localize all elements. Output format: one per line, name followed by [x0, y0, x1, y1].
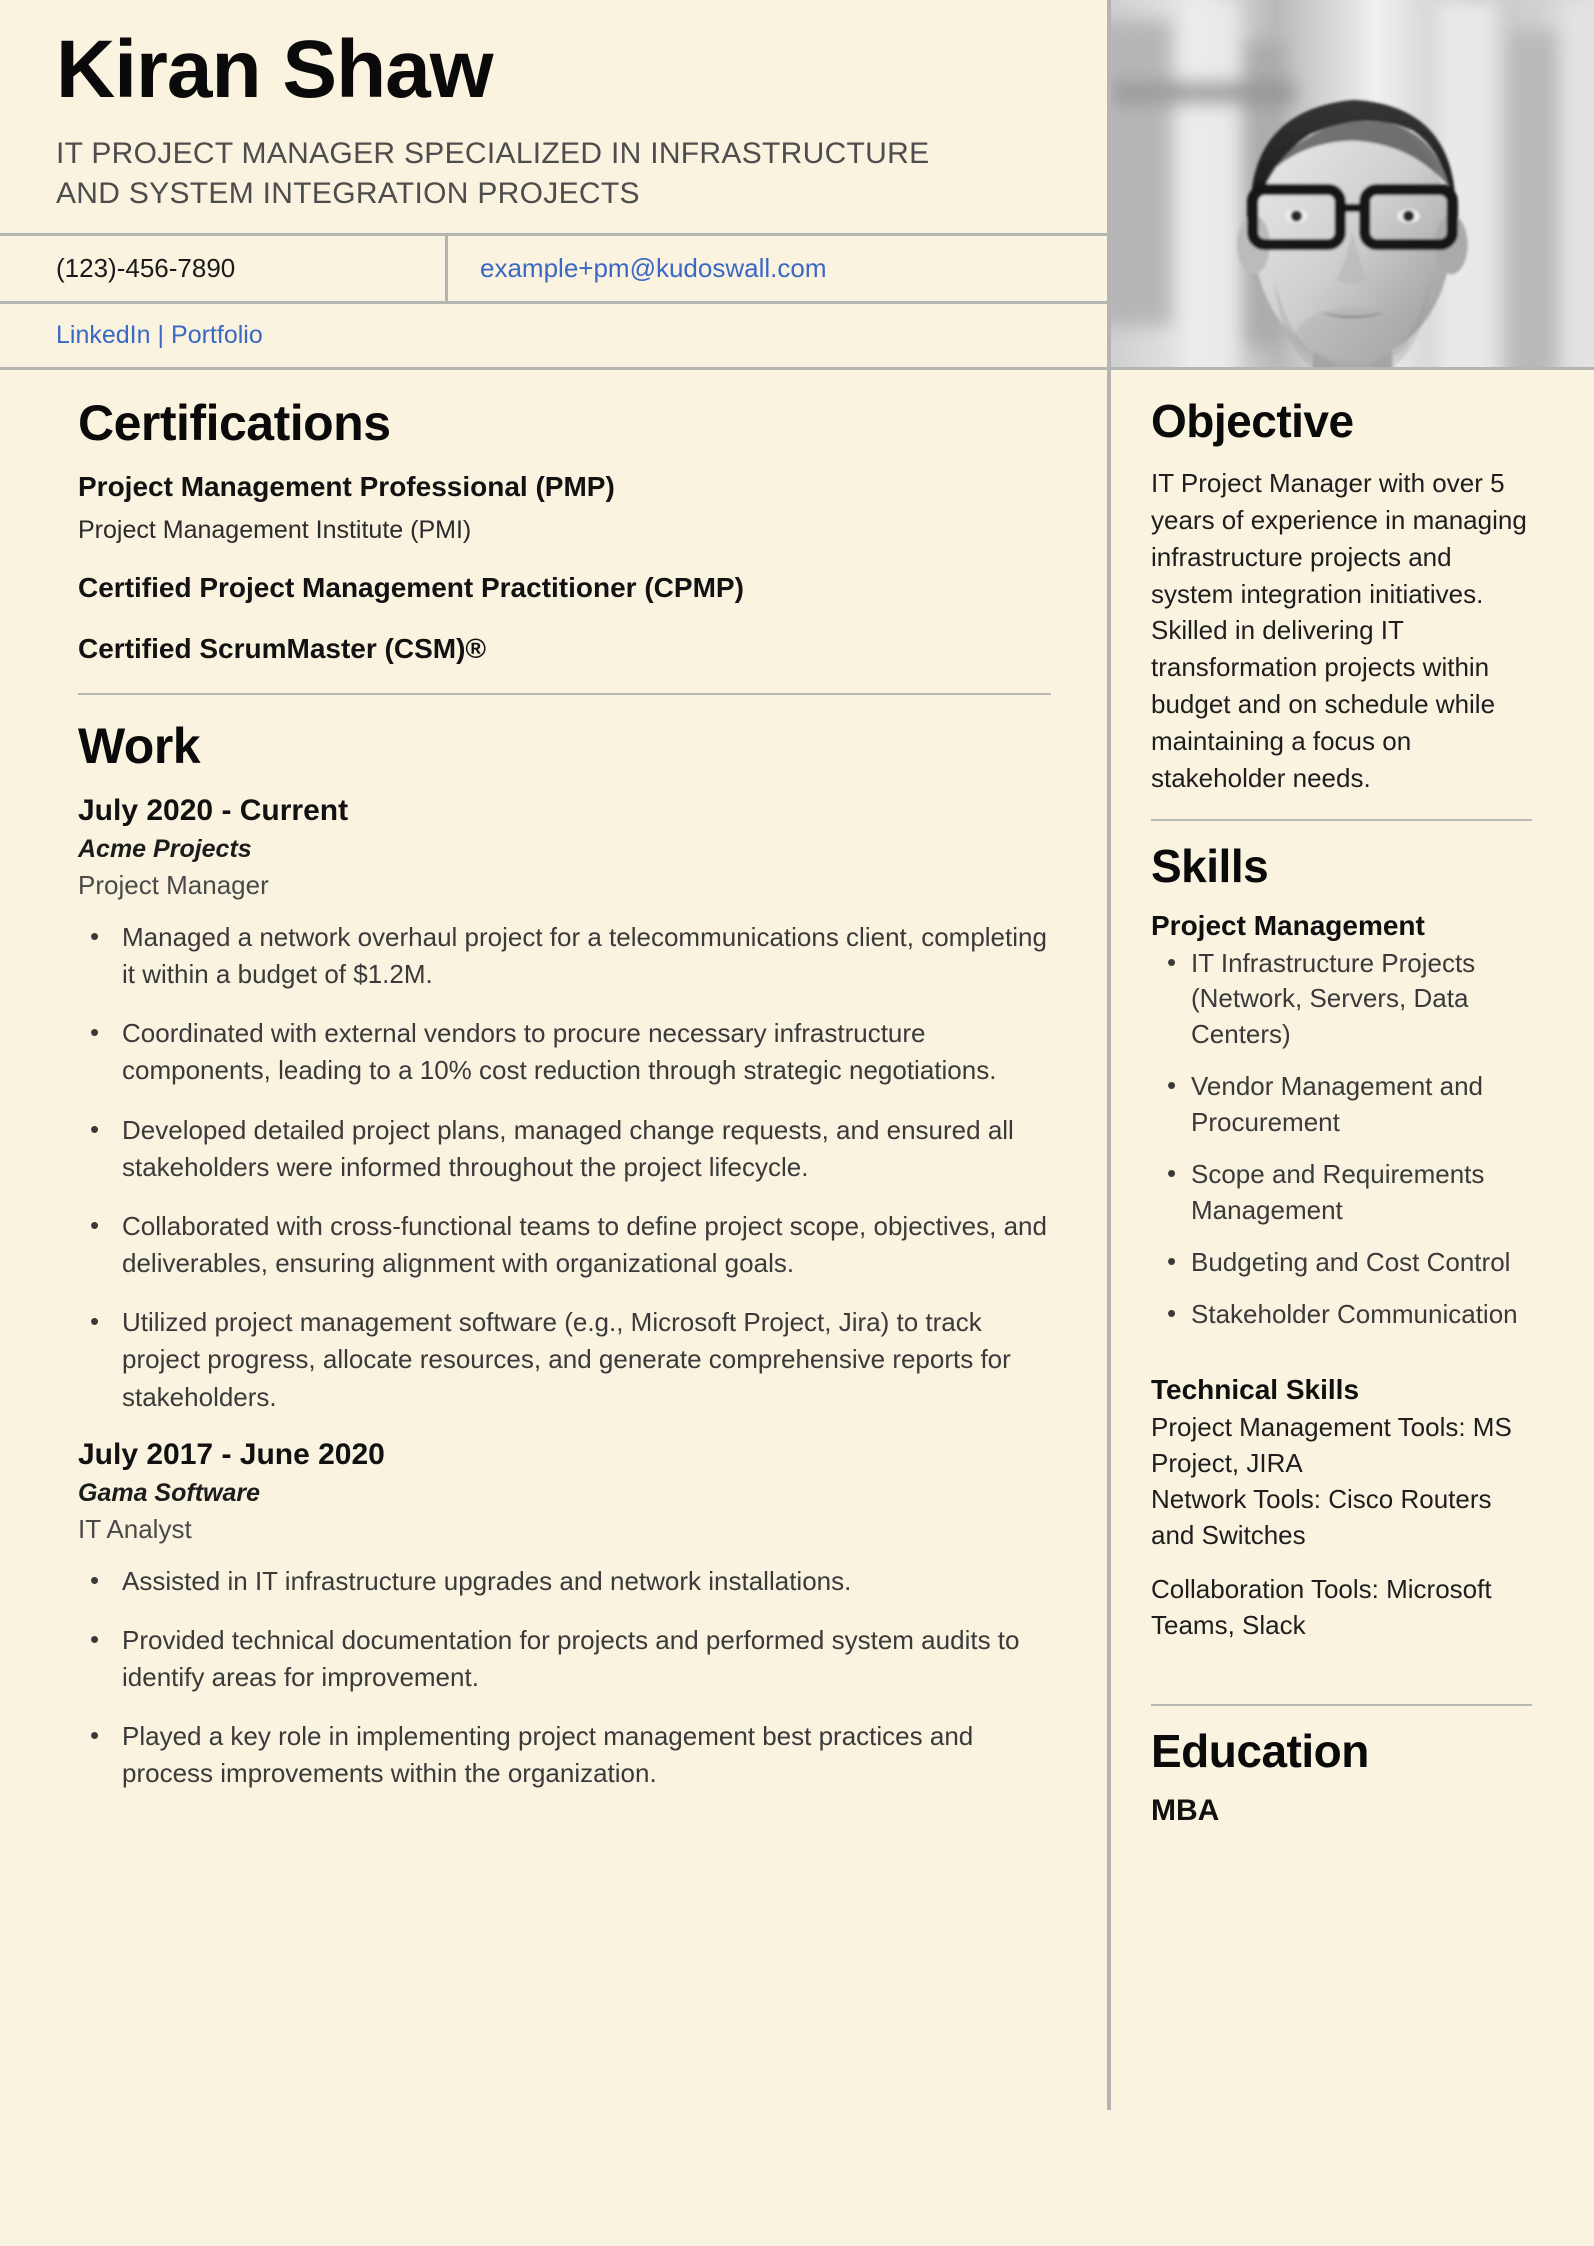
work-role: Project Manager [78, 869, 269, 900]
skills-group-project-management: Project Management [1151, 909, 1425, 941]
objective-text: IT Project Manager with over 5 years of experience in managing infrastructure projects and system integration initiatives. Skilled in delivering IT transformation projects within budget and on schedule while maintaining a focus on stakeholder needs. [1151, 467, 1527, 794]
phone-value: (123)-456-7890 [56, 253, 236, 284]
resume-header [0, 0, 1594, 370]
certification-item [78, 631, 1051, 667]
work-bullets [78, 919, 1051, 1416]
skills-list [1151, 946, 1532, 1333]
candidate-tagline: IT PROJECT MANAGER SPECIALIZED IN INFRASTRUCTURE AND SYSTEM INTEGRATION PROJECTS [56, 136, 930, 211]
work-dates: July 2017 - June 2020 [78, 1437, 385, 1471]
education-section [1151, 1726, 1532, 1829]
certification-org: Project Management Institute (PMI) [78, 515, 472, 544]
header-left-block [0, 0, 1111, 367]
work-title: Work [78, 717, 201, 774]
work-bullet: • Managed a network overhaul project for a telecommunications client, completing it within a budget of $1.2M. [116, 919, 1051, 993]
linkedin-link[interactable]: LinkedIn [56, 321, 151, 350]
work-bullet: • Coordinated with external vendors to procure necessary infrastructure components, leading to a 10% cost reduction through strategic negotiations. [116, 1015, 1051, 1089]
work-company: Gama Software [78, 1478, 261, 1507]
portfolio-link[interactable]: Portfolio [171, 321, 263, 350]
certification-name: Certified Project Management Practitioner (CPMP) [78, 572, 744, 604]
education-degree: MBA [1151, 1794, 1220, 1828]
work-entry [78, 794, 1051, 1416]
work-dates: July 2020 - Current [78, 793, 349, 827]
section-divider [1151, 1704, 1532, 1706]
skills-section [1151, 841, 1532, 1644]
education-title: Education [1151, 1724, 1369, 1777]
technical-line: Network Tools: Cisco Routers and Switches [1151, 1484, 1492, 1551]
section-divider [78, 693, 1051, 695]
skill-item: • Stakeholder Communication [1191, 1297, 1532, 1333]
skill-item: • IT Infrastructure Projects (Network, Servers, Data Centers) [1191, 946, 1532, 1054]
resume-body [0, 370, 1594, 2110]
work-role: IT Analyst [78, 1513, 192, 1544]
work-bullet: • Provided technical documentation for projects and performed system audits to identify areas for improvement. [116, 1622, 1051, 1696]
work-bullet: • Developed detailed project plans, managed change requests, and ensured all stakeholders were informed throughout the project lifecycle. [116, 1112, 1051, 1186]
skill-item: • Scope and Requirements Management [1191, 1157, 1532, 1229]
skills-title: Skills [1151, 839, 1269, 892]
candidate-name: Kiran Shaw [56, 24, 493, 115]
side-column [1111, 370, 1594, 2110]
work-bullets [78, 1563, 1051, 1793]
certifications-section [78, 396, 1051, 667]
work-entry [78, 1438, 1051, 1793]
skill-item: • Budgeting and Cost Control [1191, 1245, 1532, 1281]
skill-item: • Vendor Management and Procurement [1191, 1069, 1532, 1141]
work-bullet: • Collaborated with cross-functional teams to define project scope, objectives, and deliverables, ensuring alignment with organizational goals. [116, 1208, 1051, 1282]
objective-section [1151, 396, 1532, 797]
certification-item [78, 469, 1051, 546]
skills-group-technical: Technical Skills [1151, 1374, 1360, 1406]
certifications-title: Certifications [78, 395, 391, 452]
work-section [78, 719, 1051, 1793]
work-bullet: • Played a key role in implementing project management best practices and process improvements within the organization. [116, 1718, 1051, 1792]
technical-line: Collaboration Tools: Microsoft Teams, Slack [1151, 1573, 1492, 1640]
technical-group-1 [1151, 1410, 1532, 1554]
objective-title: Objective [1151, 395, 1354, 448]
contact-row [0, 233, 1107, 301]
name-block [0, 0, 1107, 233]
links-row [0, 301, 1107, 367]
certification-name: Project Management Professional (PMP) [78, 471, 615, 503]
technical-line: Project Management Tools: MS Project, JIRA [1151, 1412, 1512, 1479]
section-divider [1151, 819, 1532, 821]
certification-name: Certified ScrumMaster (CSM)® [78, 632, 487, 664]
headshot-photo [1111, 0, 1594, 367]
email-link[interactable]: example+pm@kudoswall.com [480, 253, 827, 284]
work-bullet: • Assisted in IT infrastructure upgrades and network installations. [116, 1563, 1051, 1600]
email-cell [448, 236, 1107, 301]
headshot-image [1111, 0, 1594, 367]
work-company: Acme Projects [78, 834, 252, 863]
technical-group-2 [1151, 1572, 1532, 1644]
work-bullet: • Utilized project management software (e.g., Microsoft Project, Jira) to track project progress, allocate resources, and generate comprehensive reports for stakeholders. [116, 1304, 1051, 1416]
link-separator: | [157, 321, 165, 350]
phone-cell [0, 236, 448, 301]
certification-item [78, 570, 1051, 606]
main-column [0, 370, 1111, 2110]
